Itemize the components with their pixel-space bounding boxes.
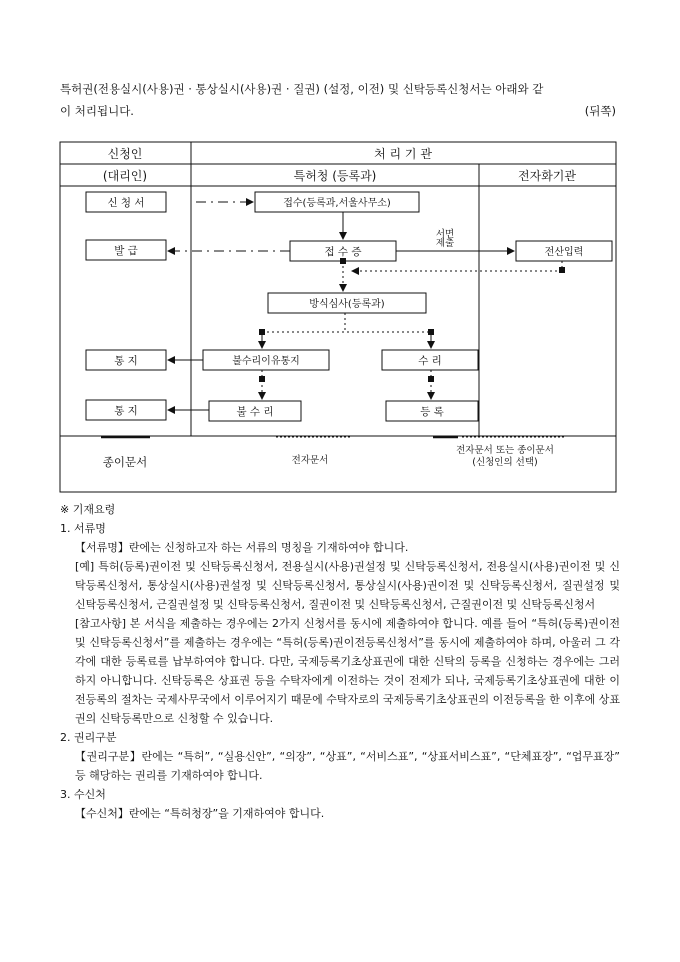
notice-box-1: [86, 350, 166, 370]
agent-header: (대리인): [102, 169, 148, 183]
registration-label: 등 록: [420, 406, 444, 418]
intro-line-2: 이 처리됩니다.: [60, 104, 134, 118]
issuance-box: [86, 240, 166, 260]
notice-label-1: 통 지: [114, 355, 138, 367]
application-box: [86, 192, 166, 212]
instructions-heading: ※ 기재요령: [60, 503, 116, 516]
node-marker: [259, 329, 265, 335]
non-acceptance-box: [209, 401, 301, 421]
acceptance-box: [382, 350, 478, 370]
computer-input-label: 전산입력: [544, 247, 584, 258]
node-marker: [559, 267, 565, 273]
computer-input-box: [516, 241, 612, 261]
applicant-header: 신청인: [107, 147, 143, 161]
section-1-title: 1. 서류명: [60, 522, 106, 535]
back-side-label: (뒤쪽): [584, 104, 616, 118]
filling-instructions: [60, 500, 620, 823]
section-1-reference: [참고사항] 본 서식을 제출하는 경우에는 2가지 신청서를 동시에 제출하여야 합니다. 예를 들어 “특허(등록)권이전 및 신탁등록신청서”를 제출하는 경우에는 “특허(등록)권이전등록신청서”를 동시에 제출하여야 하며, 아울러 그 각각에 대한 등록료를 납부하여야 합니다. 다만, 국제등록기초상표권에 대한 신탁의 등록을 신청하는 경우에는 그러하지 아니합니다. 신탁등록은 상표권 등을 수탁자에게 이전하는 것이 전제가 되나, 국제등록기초상표권에 대한 이전등록의 절차는 국제사무국에서 이루어지기 때문에 수탁자로의 국제등록기초상표권의 이전등록을 한 이후에 상표권의 신탁등록만으로 신청할 수 있습니다.: [75, 617, 621, 725]
section-1-paragraph: 【서류명】란에는 신청하고자 하는 서류의 명칭을 기재하여야 합니다.: [75, 541, 409, 554]
footer-choice-line-2: (신청인의 선택): [472, 457, 538, 468]
processing-org-header: 처 리 기 관: [374, 147, 432, 161]
paper-submission-label-1: 서면: [435, 229, 455, 240]
reception-label: 접수(등록과,서울사무소): [283, 198, 391, 209]
footer-choice-line-1: 전자문서 또는 종이문서: [456, 445, 554, 456]
registration-box: [386, 401, 478, 421]
receipt-label: 접 수 증: [324, 246, 362, 258]
node-marker: [340, 258, 346, 264]
section-1-example: [예] 특허(등록)권이전 및 신탁등록신청서, 전용실시(사용)권설정 및 신탁등록신청서, 전용실시(사용)권이전 및 신탁등록신청서, 통상실시(사용)권설정 및 신탁등록신청서, 통상실시(사용)권이전 및 신탁등록신청서, 질권설정 및 신탁등록신청서, 근질권설정 및 신탁등록신청서, 질권이전 및 신탁등록신청서, 근질권이전 및 신탁등록신청서: [75, 560, 620, 611]
non-acceptance-notice-label: 불수리이유통지: [232, 356, 300, 367]
node-marker: [428, 376, 434, 382]
kipo-header: 특허청 (등록과): [293, 169, 377, 183]
formal-exam-box: [268, 293, 426, 313]
arrow-computer-input-to-receipt: [352, 261, 562, 271]
non-acceptance-label: 불 수 리: [236, 406, 274, 418]
non-acceptance-notice-box: [203, 350, 329, 370]
footer-electronic-doc: 전자문서: [291, 455, 329, 466]
node-marker: [428, 329, 434, 335]
notice-box-2: [86, 400, 166, 420]
section-3-paragraph: 【수신처】란에는 “특허청장”을 기재하여야 합니다.: [75, 807, 325, 820]
section-2-title: 2. 권리구분: [60, 731, 117, 744]
section-3-title: 3. 수신처: [60, 788, 106, 801]
acceptance-label: 수 리: [418, 355, 442, 367]
notice-label-2: 통 지: [114, 405, 138, 417]
formal-exam-label: 방식심사(등록과): [309, 299, 385, 310]
footer-paper-doc: 종이문서: [102, 455, 148, 469]
section-2-paragraph: 【권리구분】란에는 “특허”, “실용신안”, “의장”, “상표”, “서비스표”, “상표서비스표”, “단체표장”, “업무표장” 등 해당하는 권리를 기재하여야 합니다.: [75, 750, 620, 782]
intro-line-1: 특허권(전용실시(사용)권 · 통상실시(사용)권 · 질권) (설정, 이전) 및 신탁등록신청서는 아래와 같: [60, 82, 544, 96]
node-marker: [259, 376, 265, 382]
reception-box: [255, 192, 419, 212]
application-label: 신 청 서: [107, 197, 145, 209]
paper-submission-label-2: 제출: [435, 238, 455, 249]
issuance-label: 발 급: [114, 245, 138, 257]
egov-header: 전자화기관: [518, 169, 576, 183]
